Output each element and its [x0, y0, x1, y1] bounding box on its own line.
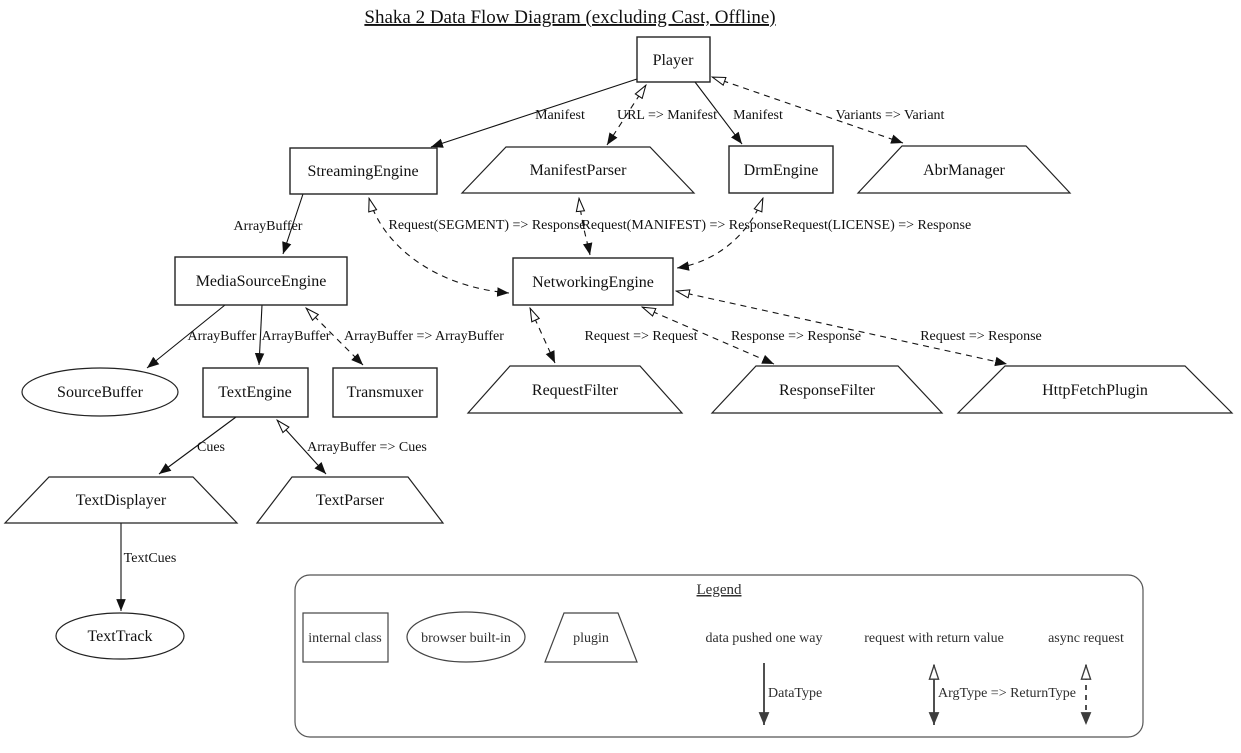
edge-player-streamingengine [431, 79, 637, 147]
node-text-parser-label: TextParser [315, 492, 385, 509]
legend-request-return-label: request with return value [864, 631, 1004, 646]
edge-label-manifest-2: Manifest [733, 108, 783, 123]
edge-label-arraybuffer-se-mse: ArrayBuffer [233, 219, 303, 234]
edge-drmengine-networkingengine [677, 198, 763, 268]
node-manifest-parser-label: ManifestParser [529, 162, 627, 179]
node-source-buffer-label: SourceBuffer [57, 384, 143, 401]
node-abr-manager-label: AbrManager [923, 162, 1005, 179]
node-text-engine-label: TextEngine [218, 384, 292, 401]
legend-plugin-label: plugin [573, 631, 609, 646]
edge-label-arraybuffer-sourcebuffer: ArrayBuffer [187, 329, 257, 344]
node-text-displayer-label: TextDisplayer [75, 492, 167, 509]
edge-label-request-segment: Request(SEGMENT) => Response [388, 218, 586, 233]
legend-data-pushed-label: data pushed one way [705, 631, 823, 646]
edge-label-arraybuffer-cues: ArrayBuffer => Cues [307, 440, 427, 455]
legend-async-request-label: async request [1048, 631, 1124, 646]
edge-label-request-response: Request => Response [920, 329, 1042, 344]
edge-label-manifest-1: Manifest [535, 108, 585, 123]
legend-box [295, 575, 1143, 737]
edge-label-request-request: Request => Request [584, 329, 698, 344]
node-streaming-engine-label: StreamingEngine [307, 163, 419, 180]
node-request-filter-label: RequestFilter [531, 382, 619, 399]
node-media-source-engine-label: MediaSourceEngine [195, 273, 327, 290]
edge-label-arraybuffer-textengine: ArrayBuffer [261, 329, 331, 344]
node-drm-engine-label: DrmEngine [743, 162, 819, 179]
node-transmuxer-label: Transmuxer [346, 384, 424, 401]
edge-label-request-license: Request(LICENSE) => Response [782, 218, 972, 233]
node-text-track-label: TextTrack [87, 628, 153, 645]
edge-label-cues: Cues [197, 440, 225, 455]
node-response-filter-label: ResponseFilter [779, 382, 875, 399]
legend-datatype-label: DataType [768, 686, 823, 701]
legend-browser-builtin-label: browser built-in [421, 631, 511, 646]
edge-label-response-response: Response => Response [730, 329, 862, 344]
edge-label-arraybuffer-arraybuffer: ArrayBuffer => ArrayBuffer [344, 329, 504, 344]
edge-networkingengine-httpfetchplugin [676, 291, 1007, 364]
node-http-fetch-plugin-label: HttpFetchPlugin [1042, 382, 1148, 399]
node-networking-engine-label: NetworkingEngine [532, 274, 654, 291]
edge-streamingengine-networkingengine [369, 198, 509, 293]
legend-title: Legend [696, 582, 742, 598]
edge-label-request-manifest: Request(MANIFEST) => Response [581, 218, 783, 233]
legend-argtype-label: ArgType => ReturnType [938, 686, 1076, 701]
diagram-title: Shaka 2 Data Flow Diagram (excluding Cast, Offline) [364, 7, 776, 28]
edge-label-url-manifest: URL => Manifest [616, 108, 718, 123]
legend-internal-class-label: internal class [308, 631, 382, 646]
node-player-label: Player [652, 52, 694, 69]
edge-label-variants-variant: Variants => Variant [835, 108, 945, 123]
edge-label-textcues: TextCues [123, 551, 177, 566]
edge-networkingengine-requestfilter [530, 308, 555, 363]
